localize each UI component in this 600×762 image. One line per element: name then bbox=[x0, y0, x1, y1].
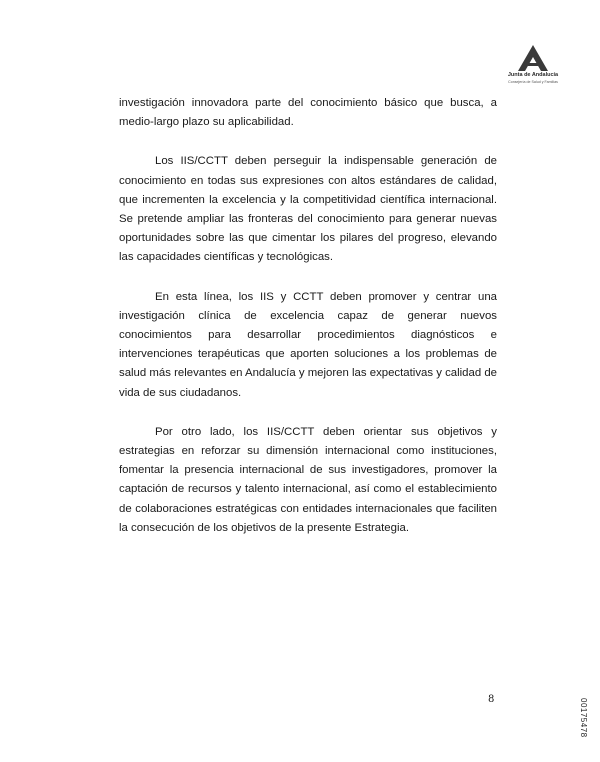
logo-subtitle: Consejería de Salud y Familias bbox=[508, 80, 558, 84]
document-body bbox=[119, 94, 497, 558]
paragraph-2: Los IIS/CCTT deben perseguir la indispensable generación de conocimiento en todas sus expresiones con altos estándares de calidad, que incrementen la excelencia y la competitividad científica internacional. Se pretende ampliar las fronteras del conocimiento para generar nuevas oportunidades sobre las que cimentar los pilares del progreso, elevando las capacidades científicas y tecnológicas. bbox=[119, 155, 497, 264]
paragraph-3: En esta línea, los IIS y CCTT deben promover y centrar una investigación clínica de excelencia capaz de generar nuevos conocimientos para desarrollar procedimientos diagnósticos e intervenciones terapéuticas que aporten soluciones a los problemas de salud más relevantes en Andalucía y mejoren las expectativas y calidad de vida de sus ciudadanos. bbox=[119, 290, 498, 399]
paragraph-1: investigación innovadora parte del conocimiento básico que busca, a medio-largo plazo su aplicabilidad. bbox=[119, 97, 497, 129]
andalucia-a-logo-icon bbox=[509, 44, 557, 72]
logo-title: Junta de Andalucía bbox=[507, 72, 559, 78]
junta-de-andalucia-logo bbox=[496, 44, 570, 94]
paragraph-4: Por otro lado, los IIS/CCTT deben orientar sus objetivos y estrategias en reforzar su dimensión internacional como instituciones, fomentar la presencia internacional de sus investigadores, promover la captación de recursos y talento internacional, así como el establecimiento de colaboraciones estratégicas con entidades internacionales que faciliten la consecución de los objetivos de la presente Estrategia. bbox=[119, 425, 497, 534]
page-number: 8 bbox=[488, 694, 495, 705]
side-document-code: 00175478 bbox=[579, 698, 588, 738]
